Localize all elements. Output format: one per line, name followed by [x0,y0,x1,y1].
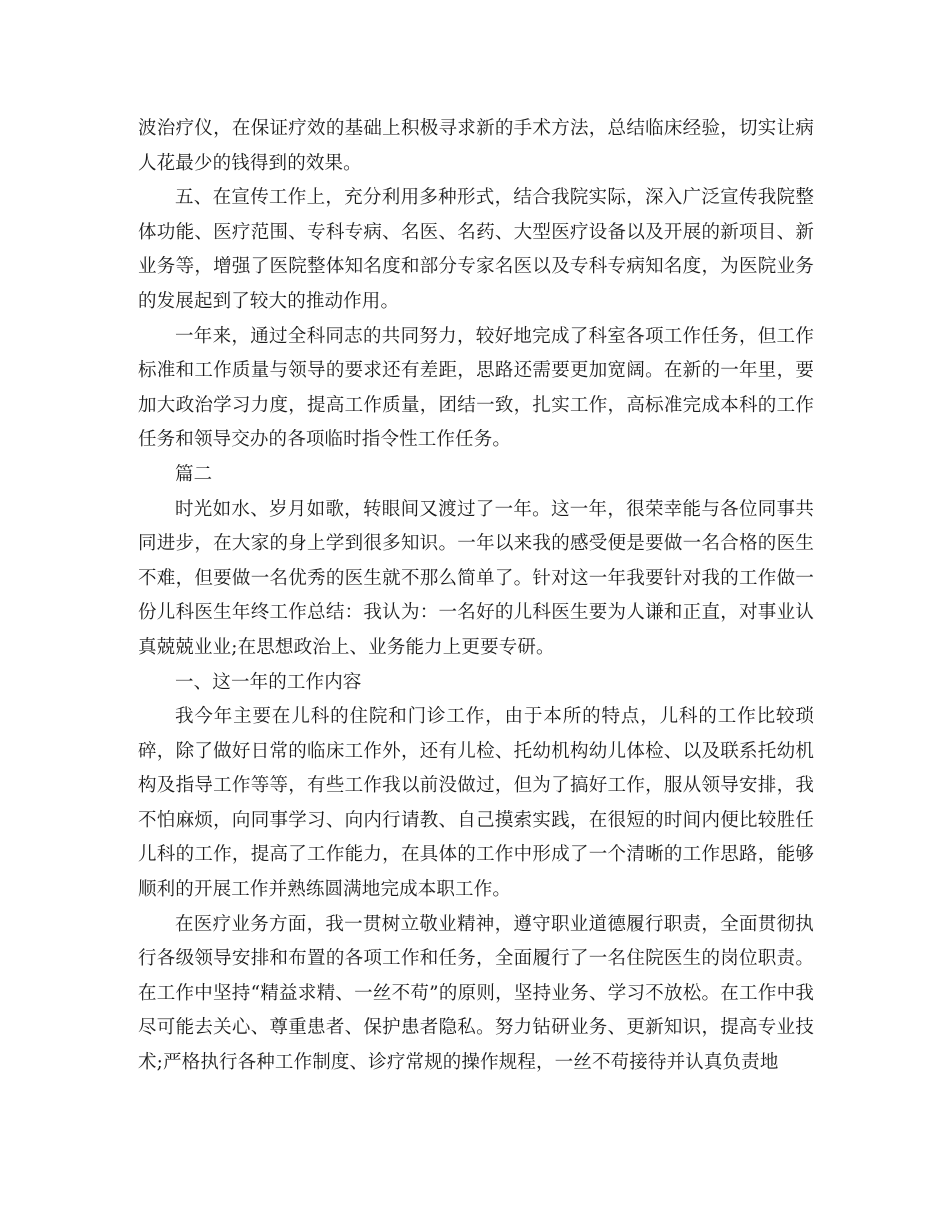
paragraph-medical-practice: 在医疗业务方面，我一贯树立敬业精神，遵守职业道德履行职责，全面贯彻执行各级领导安排和布置的各项工作和任务，全面履行了一名住院医生的岗位职责。在工作中坚持“精益求精、一丝不苟”的原则，坚持业务、学习不放松。在工作中我尽可能去关心、尊重患者、保护患者隐私。努力钻研业务、更新知识，提高专业技术;严格执行各种工作制度、诊疗常规的操作规程，一丝不苟接待并认真负责地 [138,913,814,1074]
paragraph-work-content: 我今年主要在儿科的住院和门诊工作，由于本所的特点，儿科的工作比较琐碎，除了做好日常的临床工作外，还有儿检、托幼机构幼儿体检、以及联系托幼机构及指导工作等等，有些工作我以前没做过，但为了搞好工作，服从领导安排，我不怕麻烦，向同事学习、向内行请教、自己摸索实践，在很短的时间内便比较胜任儿科的工作，提高了工作能力，在具体的工作中形成了一个清晰的工作思路，能够顺利的开展工作并熟练圆满地完成本职工作。 [138,706,814,901]
section-heading-work-content: 一、这一年的工作内容 [175,671,362,693]
section-heading-part-two: 篇二 [175,463,213,485]
paragraph-intro: 时光如水、岁月如歌，转眼间又渡过了一年。这一年，很荣幸能与各位同事共同进步，在大家的身上学到很多知识。一年以来我的感受便是要做一名合格的医生不难，但要做一名优秀的医生就不那么简单了。针对这一年我要针对我的工作做一份儿科医生年终工作总结：我认为：一名好的儿科医生要为人谦和正直，对事业认真兢兢业业;在思想政治上、业务能力上更要专研。 [138,498,814,658]
paragraph-publicity: 五、在宣传工作上，充分利用多种形式，结合我院实际，深入广泛宣传我院整体功能、医疗范围、专科专病、名医、名药、大型医疗设备以及开展的新项目、新业务等，增强了医院整体知名度和部分专家名医以及专科专病知名度，为医院业务的发展起到了较大的推动作用。 [138,187,814,312]
paragraph-year-summary: 一年来，通过全科同志的共同努力，较好地完成了科室各项工作任务，但工作标准和工作质量与领导的要求还有差距，思路还需要更加宽阔。在新的一年里，要加大政治学习力度，提高工作质量，团结一致，扎实工作，高标准完成本科的工作任务和领导交办的各项临时指令性工作任务。 [138,325,814,451]
paragraph-continuation: 波治疗仪，在保证疗效的基础上积极寻求新的手术方法，总结临床经验，切实让病人花最少的钱得到的效果。 [138,118,814,174]
document-body [138,112,814,1081]
